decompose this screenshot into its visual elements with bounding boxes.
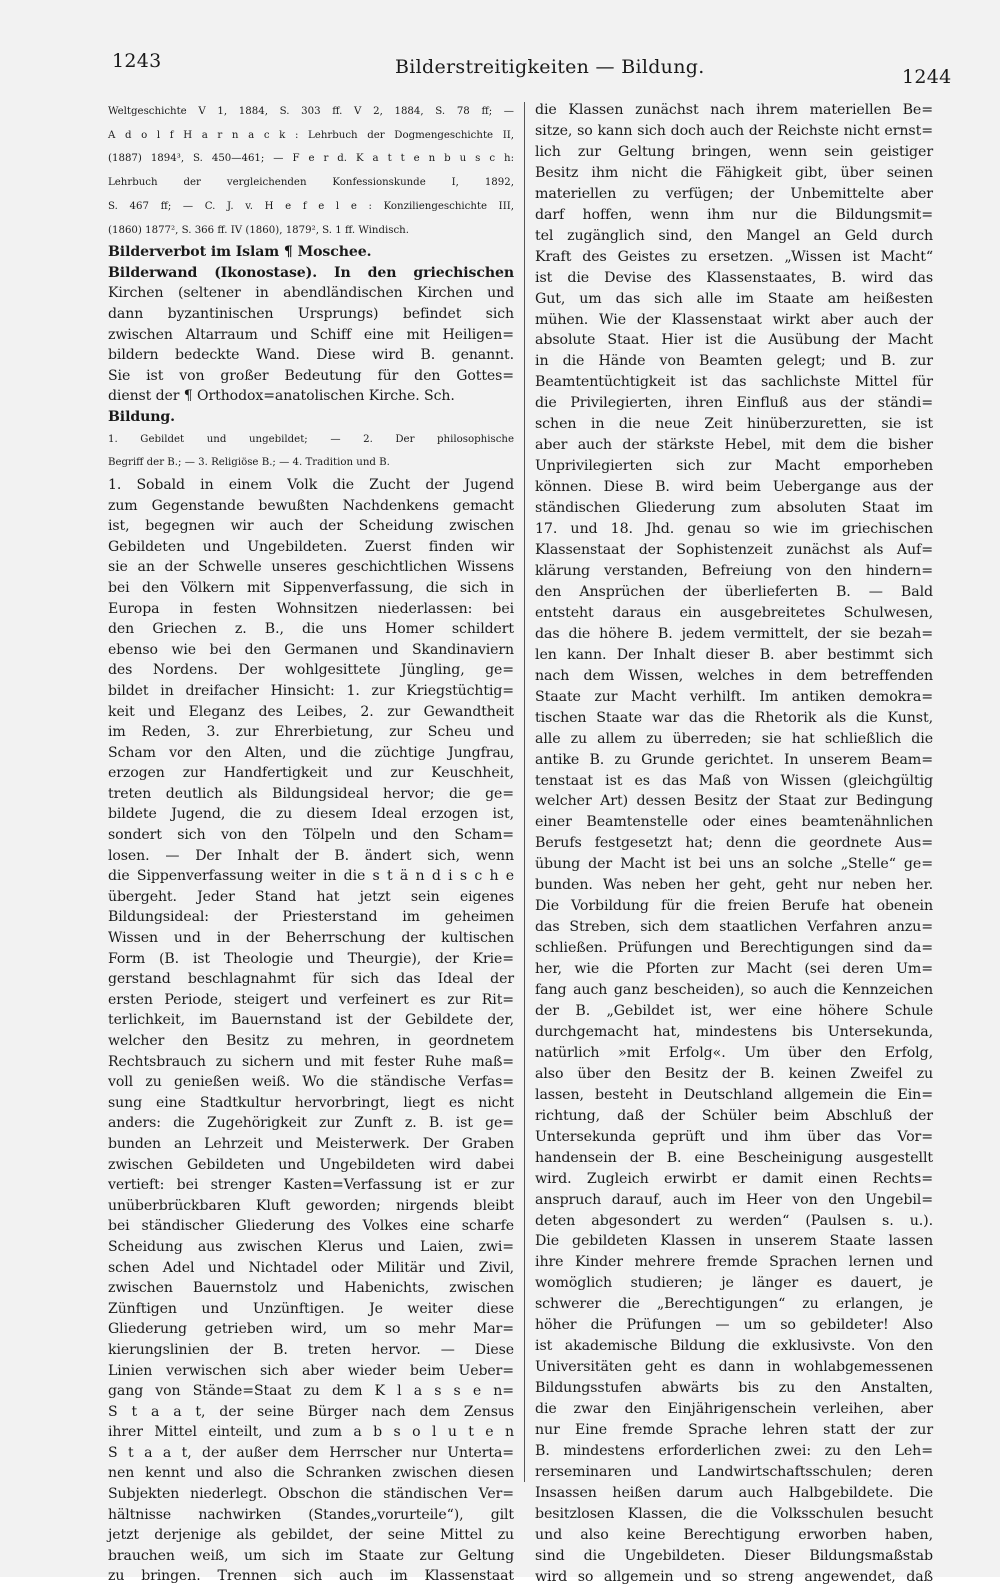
right-column-line: deten abgesondert zu werden“ (Paulsen s. u.). — [535, 1212, 933, 1229]
running-title: Bilderstreitigkeiten — Bildung. — [395, 56, 705, 78]
left-column-line: die Sippenverfassung weiter in die s t ä n d i s c h e — [108, 868, 514, 885]
left-column — [108, 100, 514, 1585]
right-column-line: darf hoffen, wenn ihm nur die Bildungsmit= — [535, 206, 933, 223]
right-column-line: durchgemacht hat, mindestens bis Untersekunda, — [535, 1023, 933, 1040]
right-column-line: den Ansprüchen der überlieferten B. — Bald — [535, 583, 933, 600]
right-column-line: höher die Prüfungen — um so gebildeter! Also — [535, 1317, 933, 1334]
right-column-line: schwerer die „Berechtigungen“ zu erlangen, je — [535, 1296, 933, 1313]
left-column-line: Gliederung getrieben wird, um so mehr Mar= — [108, 1321, 514, 1338]
left-column-line: zum Gegenstande bewußten Nachdenkens gemacht — [108, 497, 514, 514]
right-column-line: in die Hände von Beamten gelegt; und B. zur — [535, 353, 933, 370]
right-column-line: Klassenstaat der Sophistenzeit zunächst als Auf= — [535, 542, 933, 559]
right-column-line: Universitäten geht es dann in wohlabgemessenen — [535, 1359, 933, 1376]
right-column-line: wird. Zugleich erwirbt er damit einen Rechts= — [535, 1170, 933, 1187]
right-column-line: klärung verstanden, Befreiung von den hindern= — [535, 562, 933, 579]
left-column-line: ihrer Mittel einteilt, und zum a b s o l u t e n — [108, 1424, 514, 1441]
left-column-line: Rechtsbrauch zu sichern und mit fester Ruhe maß= — [108, 1053, 514, 1070]
left-column-line: schen Adel und Nichtadel oder Militär und Zivil, — [108, 1259, 514, 1276]
right-column-line: Bildungsstufen abwärts bis zu den Anstalten, — [535, 1380, 933, 1397]
right-column-line: natürlich »mit Erfolg«. Um über den Erfolg, — [535, 1044, 933, 1061]
right-column-line: Untersekunda geprüft und ihm über das Vor= — [535, 1128, 933, 1145]
right-column-line: absolute Staat. Hier ist die Ausübung der Macht — [535, 332, 933, 349]
right-column-line: B. mindestens erforderlichen zwei: zu den Leh= — [535, 1443, 933, 1459]
left-column-line: (1887) 1894³, S. 450—461; — F e r d. K a t t e n b u s c h: — [108, 153, 514, 165]
column-divider — [524, 102, 525, 1482]
left-column-line: ersten Periode, steigert und verfeinert es zur Rit= — [108, 991, 514, 1008]
left-column-line: sung eine Stadtkultur hervorbringt, liegt es nicht — [108, 1094, 514, 1111]
right-column-line: Die Vorbildung für die freien Berufe hat obenein — [535, 898, 933, 915]
right-column-line: richtung, daß der Schüler beim Abschluß der — [535, 1107, 933, 1124]
right-column-line: materiellen zu verfügen; der Unbemittelte aber — [535, 185, 933, 202]
left-column-line: gerstand beschlagnahmt für sich das Ideal der — [108, 971, 514, 988]
right-column-line: welcher Art) dessen Besitz der Staat zur Bedingung — [535, 793, 933, 810]
left-column-line: welcher den Besitz zu mehren, in geordnetem — [108, 1033, 514, 1049]
left-column-line: Europa in festen Wohnsitzen niederlassen: bei — [108, 600, 514, 617]
left-column-line: Scheidung aus zwischen Klerus und Laien, zwi= — [108, 1238, 514, 1255]
right-column-line: besitzlosen Klassen, die die Volksschulen besucht — [535, 1505, 933, 1522]
right-column-line: einer Beamtenstelle oder eines beamtenähnlichen — [535, 814, 933, 831]
left-column-line: dann byzantinischen Ursprungs) befindet sich — [108, 306, 514, 322]
left-column-line: Zünftigen und Unzünftigen. Je weiter diese — [108, 1300, 514, 1317]
left-column-line: Bilderwand (Ikonostase). In den griechischen — [108, 264, 514, 281]
right-column-line: lich zur Geltung bringen, wenn sein geistiger — [535, 143, 933, 160]
left-column-line: unüberbrückbaren Kluft geworden; nirgends bleibt — [108, 1197, 514, 1214]
left-column-line: Bildungsideal: der Priesterstand im geheimen — [108, 909, 514, 926]
left-column-line: Bilderverbot im Islam ¶ Moschee. — [108, 244, 372, 261]
right-column-line: len kann. Der Inhalt dieser B. aber bestimmt sich — [535, 646, 933, 663]
right-column-line: tischen Staate war das die Rhetorik als die Kunst, — [535, 709, 933, 726]
left-column-line: S. 467 ff; — C. J. v. H e f e l e : Konziliengeschichte III, — [108, 200, 514, 212]
right-column-line: nach dem Wissen, welches in dem betreffenden — [535, 667, 933, 684]
left-column-line: den Griechen z. B., die uns Homer schildert — [108, 621, 514, 638]
right-column-line: und also keine Berechtigung erworben haben, — [535, 1526, 933, 1543]
left-column-line: ist, begegnen wir auch der Scheidung zwischen — [108, 518, 514, 535]
left-column-line: Weltgeschichte V 1, 1884, S. 303 ff. V 2, 1884, S. 78 ff; — — [108, 106, 514, 117]
right-column-line: sind die Ungebildeten. Dieser Bildungsmaßstab — [535, 1547, 933, 1564]
right-column-line: rerseminaren und Landwirtschaftsschulen; deren — [535, 1463, 933, 1480]
left-column-line: bei ständischer Gliederung des Volkes eine scharfe — [108, 1218, 514, 1235]
left-column-line: voll zu genießen weiß. Wo die ständische Verfas= — [108, 1074, 514, 1091]
left-column-line: Kirchen (seltener in abendländischen Kirchen und — [108, 285, 514, 302]
left-column-line: nen kennt und also die Schranken zwischen diesen — [108, 1465, 514, 1482]
left-column-line: im Reden, 3. zur Ehrerbietung, zur Scheu und — [108, 724, 514, 741]
right-column-line: schließen. Prüfungen und Berechtigungen sind da= — [535, 940, 933, 957]
left-column-line: dienst der ¶ Orthodox=anatolischen Kirche. Sch. — [108, 388, 455, 405]
left-column-line: gang von Stände=Staat zu dem K l a s s e n= — [108, 1383, 514, 1400]
left-column-line: anders: die Zugehörigkeit zur Zunft z. B. ist ge= — [108, 1115, 514, 1132]
left-column-line: zwischen Bauernstolz und Habenichts, zwischen — [108, 1280, 514, 1297]
left-column-line: zwischen Gebildeten und Ungebildeten wird dabei — [108, 1156, 514, 1173]
right-column-line: nur Eine fremde Sprache lehren statt der zur — [535, 1422, 933, 1439]
left-column-line: terlichkeit, im Bauernstand ist der Gebildete der, — [108, 1012, 514, 1029]
left-column-line: bildern bedeckte Wand. Diese wird B. genannt. — [108, 347, 514, 364]
page-number-left: 1243 — [112, 50, 162, 72]
right-column-line: sitze, so kann sich doch auch der Reichste nicht ernst= — [535, 122, 933, 139]
right-column-line: die zwar den Einjährigenschein verleihen, aber — [535, 1401, 933, 1418]
right-column-line: Berufs festgesetzt hat; denn die geordnete Aus= — [535, 835, 933, 852]
left-column-line: S t a a t, der seine Bürger nach dem Zensus — [108, 1403, 514, 1420]
left-column-line: übergeht. Jeder Stand hat jetzt sein eigenes — [108, 888, 514, 905]
left-column-line: Wissen und in der Beherrschung der kultischen — [108, 930, 514, 947]
right-column-line: ist akademische Bildung die exklusivste. Von den — [535, 1338, 933, 1355]
right-column-line: tel zugänglich sind, den Mangel an Geld durch — [535, 227, 933, 244]
right-column-line: anspruch darauf, auch im Heer von den Ungebil= — [535, 1191, 933, 1208]
left-column-line: vertieft: bei strenger Kasten=Verfassung ist er zur — [108, 1177, 514, 1194]
right-column-line: womöglich studieren; je länger es dauert, je — [535, 1275, 933, 1292]
left-column-line: zwischen Altarraum und Schiff eine mit Heiligen= — [108, 326, 514, 343]
right-column-line: her, wie die Pforten zur Macht (sei deren Um= — [535, 961, 933, 978]
left-column-line: Subjekten niederlegt. Obschon die ständischen Ver= — [108, 1486, 514, 1503]
right-column-line: Insassen heißen darum auch Halbgebildete. Die — [535, 1484, 933, 1501]
right-column-line: 17. und 18. Jhd. genau so wie im griechischen — [535, 521, 933, 538]
page-number-right: 1244 — [902, 66, 952, 88]
right-column-line: ist die Devise des Klassenstaates, B. wird das — [535, 269, 933, 286]
left-column-line: 1. Sobald in einem Volk die Zucht der Jugend — [108, 476, 514, 493]
right-column-line: alle zu allem zu überreden; sie hat schließlich die — [535, 730, 933, 747]
left-column-line: Bildung. — [108, 408, 175, 425]
left-column-line: Linien verwischen sich aber wieder beim Ueber= — [108, 1362, 514, 1379]
right-column-line: übung der Macht ist bei uns an solche „Stelle“ ge= — [535, 856, 933, 873]
right-column-line: wird so allgemein und so streng angewendet, daß — [535, 1568, 933, 1585]
left-column-line: keit und Eleganz des Leibes, 2. zur Gewandtheit — [108, 703, 514, 720]
left-column-line: 1. Gebildet und ungebildet; — 2. Der philosophische — [108, 433, 514, 445]
left-column-line: bunden an Lehrzeit und Meisterwerk. Der Graben — [108, 1135, 514, 1152]
left-column-line: Sie ist von großer Bedeutung für den Gottes= — [108, 367, 514, 384]
right-column-line: das Streben, sich dem staatlichen Verfahren anzu= — [535, 919, 933, 936]
left-column-line: sie an der Schwelle unseres geschichtlichen Wissens — [108, 559, 514, 576]
right-column-line: ständischen Gliederung zum absoluten Staat im — [535, 500, 933, 517]
left-column-line: bei den Völkern mit Sippenverfassung, die sich in — [108, 579, 514, 596]
left-column-line: Begriff der B.; — 3. Religiöse B.; — 4. Tradition und B. — [108, 457, 390, 469]
right-column-line: lassen, besteht in Deutschland allgemein die Ein= — [535, 1086, 933, 1103]
left-column-line: (1860) 1877², S. 366 ff. IV (1860), 1879², S. 1 ff. Windisch. — [108, 224, 409, 236]
right-column-line: entsteht daraus ein ausgebreitetes Schulwesen, — [535, 604, 933, 621]
right-column-line: aber auch der stärkste Hebel, mit dem die bisher — [535, 437, 933, 454]
left-column-line: A d o l f H a r n a c k : Lehrbuch der Dogmengeschichte II, — [108, 129, 514, 141]
left-column-line: losen. — Der Inhalt der B. ändert sich, wenn — [108, 847, 514, 864]
right-column-line: Die gebildeten Klassen in unserem Staate lassen — [535, 1233, 933, 1250]
right-column-line: Unprivilegierten sich zur Macht emporheben — [535, 458, 933, 475]
left-column-line: sondert sich von den Tölpeln und den Scham= — [108, 827, 514, 844]
left-column-line: hältnisse nachwirken (Standes„vorurteile“), gilt — [108, 1506, 514, 1523]
right-column-line: das die höhere B. jedem vermittelt, der sie bezah= — [535, 625, 933, 642]
left-column-line: kierungslinien der B. treten hervor. — Diese — [108, 1341, 514, 1358]
left-column-line: Scham vor den Alten, und die züchtige Jungfrau, — [108, 744, 514, 761]
right-column-line: können. Diese B. wird beim Uebergange aus der — [535, 479, 933, 496]
right-column-line: handensein der B. eine Bescheinigung ausgestellt — [535, 1149, 933, 1166]
right-column-line: fang auch ganz bescheiden), so auch die Kennzeichen — [535, 982, 933, 999]
left-column-line: des Nordens. Der wohlgesittete Jüngling, ge= — [108, 662, 514, 679]
right-column-line: die Klassen zunächst nach ihrem materiellen Be= — [535, 102, 933, 118]
right-column-line: Staate zur Macht verhilft. Im antiken demokra= — [535, 688, 933, 705]
right-column-line: mühen. Wie der Klassenstaat wirkt aber auch der — [535, 311, 933, 328]
left-column-line: treten deutlich als Bildungsideal hervor; die ge= — [108, 785, 514, 802]
left-column-line: bildet in dreifacher Hinsicht: 1. zur Kriegstüchtig= — [108, 682, 514, 699]
right-column-line: Besitz ihm nicht die Fähigkeit gibt, über seinen — [535, 164, 933, 181]
right-column-line: Beamtentüchtigkeit ist das sachlichste Mittel für — [535, 374, 933, 391]
left-column-line: brauchen weiß, um sich im Staate zur Geltung — [108, 1547, 514, 1564]
right-column-line: bunden. Was neben her geht, geht nur neben her. — [535, 877, 933, 894]
right-column-line: antike B. zu Grunde gerichtet. In unserem Beam= — [535, 751, 933, 768]
right-column — [535, 100, 933, 1585]
right-column-line: Kraft des Geistes zu ersetzen. „Wissen ist Macht“ — [535, 248, 933, 265]
right-column-line: die Privilegierten, ihren Einfluß aus der ständi= — [535, 395, 933, 412]
left-column-line: bildete Jugend, die zu diesem Ideal erzogen ist, — [108, 806, 514, 823]
left-column-line: ebenso wie bei den Germanen und Skandinaviern — [108, 641, 514, 658]
left-column-line: Form (B. ist Theologie und Theurgie), der Krie= — [108, 950, 514, 967]
left-column-line: S t a a t, der außer dem Herrscher nur Unterta= — [108, 1444, 514, 1461]
left-column-line: Gebildeten und Ungebildeten. Zuerst finden wir — [108, 538, 514, 555]
left-column-line: Lehrbuch der vergleichenden Konfessionskunde I, 1892, — [108, 177, 514, 189]
left-column-line: jetzt derjenige als gebildet, der seine Mittel zu — [108, 1527, 514, 1544]
right-column-line: der B. „Gebildet ist, wer eine höhere Schule — [535, 1002, 933, 1019]
left-column-line: erzogen zur Handfertigkeit und zur Keuschheit, — [108, 765, 514, 782]
right-column-line: ihre Kinder mehrere fremde Sprachen lernen und — [535, 1254, 933, 1271]
left-column-line: zu bringen. Trennen sich auch im Klassenstaat — [108, 1568, 514, 1585]
right-column-line: schen in die neue Zeit hinüberzuretten, sie ist — [535, 416, 933, 433]
right-column-line: also über den Besitz der B. keinen Zweifel zu — [535, 1065, 933, 1082]
right-column-line: Gut, um das sich alle im Staate am heißesten — [535, 290, 933, 307]
right-column-line: tenstaat ist es das Maß von Wissen (gleichgültig — [535, 772, 933, 789]
